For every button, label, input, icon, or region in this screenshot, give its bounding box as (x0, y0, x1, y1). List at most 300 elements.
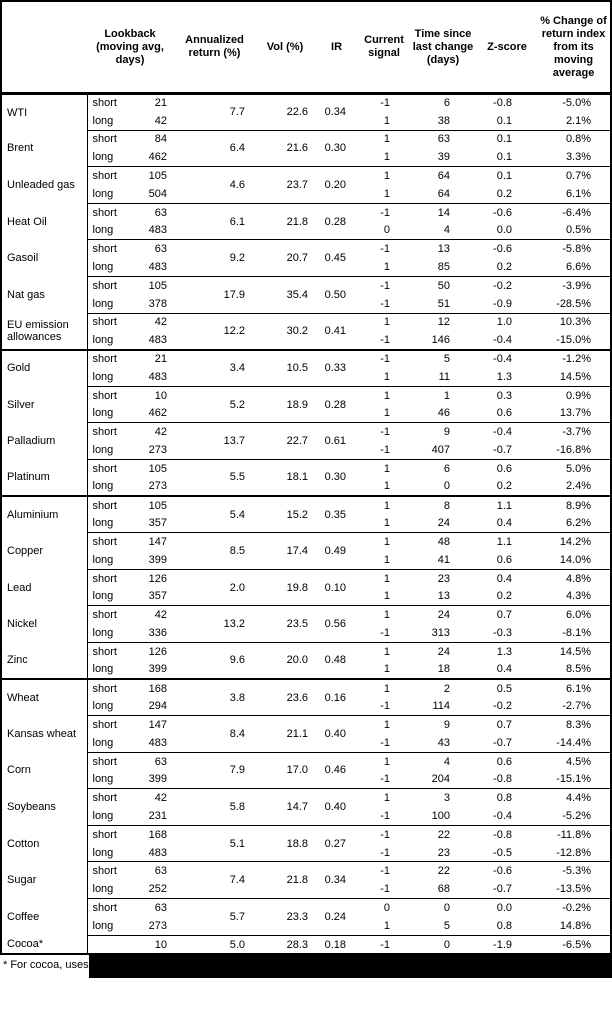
pct-change-value: -15.0% (556, 334, 592, 346)
table-row (1, 825, 611, 843)
commodity-name: Cotton (1, 825, 87, 862)
signal-value: 1 (359, 569, 409, 587)
lookback-value: 483 (148, 736, 168, 749)
lookback-value: 105 (123, 496, 173, 514)
ir-value: 0.46 (314, 752, 359, 789)
vol-value: 22.6 (286, 106, 309, 119)
ir-value: 0.34 (324, 106, 347, 119)
z-score-value: 0.7 (477, 606, 537, 624)
vol-value: 14.7 (256, 789, 314, 826)
z-score-value: 0.2 (496, 261, 513, 274)
lookback-value: 147 (123, 716, 173, 734)
vol-value: 28.3 (256, 935, 314, 953)
position-label: long (92, 736, 114, 749)
vol-value: 19.8 (256, 569, 314, 606)
z-score-value: 0.6 (477, 459, 537, 477)
z-score-value: -0.2 (493, 700, 513, 713)
vol-value: 21.8 (256, 203, 314, 240)
annualized-return-value: 3.4 (173, 350, 256, 387)
time-since-value: 6 (409, 459, 477, 477)
position-label: long (92, 297, 114, 310)
signal-value: -1 (380, 809, 391, 822)
lookback-value: 63 (123, 752, 173, 770)
signal-value: -1 (380, 297, 391, 310)
lookback-value: 273 (148, 480, 168, 493)
table-row (1, 569, 611, 587)
z-score-value: 0.8 (477, 789, 537, 807)
position-label (87, 935, 123, 953)
commodity-name: Unleaded gas (1, 167, 87, 204)
annualized-return-value: 6.4 (173, 130, 256, 167)
signal-value: 1 (359, 642, 409, 660)
pct-change-value: 14.8% (559, 919, 592, 932)
pct-change-value: -11.8% (537, 825, 611, 843)
position-label: short (87, 240, 123, 258)
time-since-value: 41 (437, 553, 451, 566)
pct-change-value: 0.9% (537, 386, 611, 404)
position-label: short (87, 276, 123, 294)
position-label: short (92, 97, 117, 110)
signal-value: -1 (380, 334, 391, 346)
lookback-value: 21 (154, 97, 168, 110)
pct-change-value: 14.5% (559, 370, 592, 383)
vol-value: 21.6 (256, 130, 314, 167)
signal-value: 1 (383, 517, 391, 530)
time-since-value: 0 (443, 480, 451, 493)
signal-value: 1 (383, 553, 391, 566)
position-label: long (92, 407, 114, 420)
position-label: short (87, 752, 123, 770)
annualized-return-value: 5.2 (173, 386, 256, 423)
z-score-value: 0.6 (477, 752, 537, 770)
ir-value: 0.33 (314, 350, 359, 387)
signal-value: 1 (359, 679, 409, 697)
signal-value: -1 (359, 825, 409, 843)
z-score-value: 0.1 (496, 114, 513, 127)
lookback-value: 147 (123, 533, 173, 551)
signal-value: 1 (383, 151, 391, 164)
pct-change-value: -6.5% (537, 935, 611, 953)
lookback-value: 273 (148, 444, 168, 457)
position-label: long (92, 590, 114, 603)
annualized-return-value: 4.6 (173, 167, 256, 204)
z-score-value: 0.1 (496, 151, 513, 164)
z-score-value: 1.3 (477, 642, 537, 660)
footnote-text: * For cocoa, uses (0, 955, 89, 978)
commodity-name: Brent (1, 130, 87, 167)
signal-value: -1 (380, 700, 391, 713)
vol-value: 17.0 (256, 752, 314, 789)
annualized-return-value: 13.2 (173, 606, 256, 643)
z-score-value: 0.2 (496, 590, 513, 603)
ir-value: 0.40 (314, 789, 359, 826)
z-score-value: 0.3 (477, 386, 537, 404)
signal-value: 1 (383, 370, 391, 383)
position-label: short (87, 899, 123, 917)
ir-value: 0.41 (314, 313, 359, 350)
position-label: short (87, 862, 123, 880)
pct-change-value: -8.1% (562, 627, 592, 639)
position-label: long (92, 187, 114, 200)
time-since-value: 64 (437, 187, 451, 200)
lookback-value: 42 (123, 423, 173, 441)
table-row (1, 423, 611, 441)
z-score-value: -0.8 (477, 825, 537, 843)
ir-value: 0.10 (314, 569, 359, 606)
signal-value: -1 (359, 203, 409, 221)
z-score-value: 1.1 (477, 496, 537, 514)
annualized-return-value: 12.2 (173, 313, 256, 350)
signal-value: -1 (359, 862, 409, 880)
position-label: long (92, 846, 114, 859)
commodity-name: Gold (1, 350, 87, 387)
pct-change-value: -28.5% (556, 297, 592, 310)
ir-value: 0.16 (314, 679, 359, 716)
time-since-value: 407 (431, 444, 451, 457)
ir-value: 0.49 (314, 533, 359, 570)
table-row (1, 789, 611, 807)
z-score-value: -0.2 (477, 276, 537, 294)
z-score-value: -0.6 (477, 240, 537, 258)
vol-value: 30.2 (256, 313, 314, 350)
time-since-value: 24 (409, 642, 477, 660)
commodity-name: Platinum (1, 459, 87, 496)
time-since-value: 3 (409, 789, 477, 807)
lookback-value: 42 (123, 313, 173, 331)
signal-value: 1 (359, 386, 409, 404)
table-body (1, 94, 611, 954)
time-since-value: 9 (409, 716, 477, 734)
time-since-value: 43 (437, 736, 451, 749)
lookback-value: 42 (123, 606, 173, 624)
z-score-value: 1.0 (477, 313, 537, 331)
table-row (1, 313, 611, 331)
time-since-value: 39 (437, 151, 451, 164)
table-row (1, 899, 611, 917)
table-row (1, 752, 611, 770)
signal-value: 1 (383, 663, 391, 676)
time-since-value: 50 (409, 276, 477, 294)
pct-change-value: -5.3% (537, 862, 611, 880)
table-header (1, 1, 611, 94)
lookback-value: 21 (123, 350, 173, 368)
z-score-value: -0.9 (493, 297, 513, 310)
lookback-value: 63 (123, 240, 173, 258)
commodity-name: Palladium (1, 423, 87, 460)
pct-change-value: -12.8% (556, 846, 592, 859)
table-row (1, 935, 611, 953)
signal-value: 1 (383, 919, 391, 932)
vol-value: 15.2 (256, 496, 314, 533)
z-score-value: -0.6 (477, 862, 537, 880)
table-row (1, 862, 611, 880)
annualized-return-value: 2.0 (173, 569, 256, 606)
position-label: long (92, 883, 114, 896)
z-score-value: -0.8 (493, 773, 513, 786)
footnote-row (0, 953, 612, 978)
position-label: long (92, 663, 114, 676)
lookback-value: 483 (148, 224, 168, 237)
pct-change-value: 14.0% (559, 553, 592, 566)
position-label: short (87, 313, 123, 331)
lookback-value: 399 (148, 553, 168, 566)
pct-change-value: 14.5% (537, 642, 611, 660)
annualized-return-value: 7.7 (229, 106, 246, 119)
ir-value: 0.30 (314, 130, 359, 167)
table-row (1, 240, 611, 258)
position-label: long (92, 553, 114, 566)
pct-change-value: -14.4% (556, 736, 592, 749)
time-since-value: 24 (409, 606, 477, 624)
pct-change-value: 6.6% (565, 261, 592, 274)
position-label: long (92, 517, 114, 530)
lookback-value: 462 (148, 407, 168, 420)
time-since-value: 64 (409, 167, 477, 185)
col-header-annualized-return: Annualized return (%) (173, 1, 256, 94)
time-since-value: 2 (409, 679, 477, 697)
signal-value: 0 (383, 224, 391, 237)
z-score-value: -1.9 (477, 935, 537, 953)
lookback-value: 378 (148, 297, 168, 310)
annualized-return-value: 5.4 (173, 496, 256, 533)
position-label: short (87, 386, 123, 404)
z-score-value: -0.7 (493, 736, 513, 749)
signal-value: 1 (383, 187, 391, 200)
lookback-value: 357 (148, 590, 168, 603)
z-score-value: 0.7 (477, 716, 537, 734)
time-since-value: 51 (437, 297, 451, 310)
lookback-value: 126 (123, 569, 173, 587)
table-row (1, 642, 611, 660)
time-since-value: 23 (437, 846, 451, 859)
signal-value: 0 (359, 899, 409, 917)
z-score-value: 0.4 (496, 663, 513, 676)
ir-value: 0.50 (314, 276, 359, 313)
time-since-value: 0 (409, 899, 477, 917)
time-since-value: 0 (409, 935, 477, 953)
annualized-return-value: 6.1 (173, 203, 256, 240)
lookback-value: 294 (148, 700, 168, 713)
position-label: long (92, 919, 114, 932)
z-score-value: -0.7 (493, 444, 513, 457)
time-since-value: 14 (409, 203, 477, 221)
table-row (1, 203, 611, 221)
pct-change-value: -0.2% (537, 899, 611, 917)
pct-change-value: 10.3% (537, 313, 611, 331)
col-header-commodity (1, 1, 87, 94)
lookback-value: 504 (148, 187, 168, 200)
commodity-name: Silver (1, 386, 87, 423)
pct-change-value: 4.3% (565, 590, 592, 603)
z-score-value: 0.4 (496, 517, 513, 530)
z-score-value: 0.8 (496, 919, 513, 932)
commodity-name: EU emission allowances (1, 313, 87, 350)
z-score-value: 0.2 (496, 187, 513, 200)
time-since-value: 12 (409, 313, 477, 331)
commodity-name: Lead (1, 569, 87, 606)
vol-value: 23.3 (256, 899, 314, 936)
lookback-value: 399 (148, 663, 168, 676)
table-row (1, 350, 611, 368)
vol-value: 10.5 (256, 350, 314, 387)
commodity-name: Soybeans (1, 789, 87, 826)
pct-change-value: 8.9% (537, 496, 611, 514)
vol-value: 23.6 (256, 679, 314, 716)
time-since-value: 4 (409, 752, 477, 770)
time-since-value: 13 (409, 240, 477, 258)
signal-value: -1 (380, 97, 391, 110)
position-label: short (87, 716, 123, 734)
pct-change-value: -6.4% (537, 203, 611, 221)
signal-value: 1 (359, 167, 409, 185)
commodity-name: Coffee (1, 899, 87, 936)
vol-value: 21.8 (256, 862, 314, 899)
col-header-lookback: Lookback (moving avg, days) (87, 1, 173, 94)
ir-value: 0.45 (314, 240, 359, 277)
commodity-name: Copper (1, 533, 87, 570)
signal-value: -1 (359, 240, 409, 258)
annualized-return-value: 5.5 (173, 459, 256, 496)
ir-value: 0.20 (314, 167, 359, 204)
ir-value: 0.27 (314, 825, 359, 862)
table-row (1, 276, 611, 294)
lookback-value: 357 (148, 517, 168, 530)
ir-value: 0.35 (314, 496, 359, 533)
time-since-value: 204 (431, 773, 451, 786)
pct-change-value: 8.5% (565, 663, 592, 676)
z-score-value: -0.7 (493, 883, 513, 896)
time-since-value: 6 (443, 97, 451, 110)
z-score-value: -0.5 (493, 846, 513, 859)
annualized-return-value: 8.5 (173, 533, 256, 570)
annualized-return-value: 5.7 (173, 899, 256, 936)
z-score-value: 0.6 (496, 553, 513, 566)
table-row (1, 459, 611, 477)
pct-change-value: 8.3% (537, 716, 611, 734)
time-since-value: 85 (437, 261, 451, 274)
lookback-value: 483 (148, 370, 168, 383)
lookback-value: 336 (148, 627, 168, 639)
time-since-value: 9 (409, 423, 477, 441)
position-label: long (92, 334, 114, 346)
vol-value: 18.1 (256, 459, 314, 496)
col-header-z-score: Z-score (477, 1, 537, 94)
signal-value: 1 (359, 313, 409, 331)
signal-value: -1 (380, 444, 391, 457)
lookback-value: 63 (123, 862, 173, 880)
pct-change-value: -3.9% (537, 276, 611, 294)
time-since-value: 68 (437, 883, 451, 896)
lookback-value: 168 (123, 679, 173, 697)
vol-value: 20.7 (256, 240, 314, 277)
table-row (1, 606, 611, 624)
commodity-name: Heat Oil (1, 203, 87, 240)
position-label: short (87, 679, 123, 697)
pct-change-value: 2.4% (565, 480, 592, 493)
signal-value: 1 (383, 407, 391, 420)
time-since-value: 22 (409, 825, 477, 843)
position-label: long (92, 773, 114, 786)
pct-change-value: 6.1% (537, 679, 611, 697)
commodity-name: Sugar (1, 862, 87, 899)
pct-change-value: 6.0% (537, 606, 611, 624)
vol-value: 23.5 (256, 606, 314, 643)
ir-value: 0.40 (314, 716, 359, 753)
lookback-value: 462 (148, 151, 168, 164)
position-label: long (92, 627, 114, 639)
position-label: short (87, 423, 123, 441)
time-since-value: 13 (437, 590, 451, 603)
vol-value: 23.7 (256, 167, 314, 204)
annualized-return-value: 5.0 (173, 935, 256, 953)
pct-change-value: 4.8% (537, 569, 611, 587)
pct-change-value: 0.5% (565, 224, 592, 237)
time-since-value: 48 (409, 533, 477, 551)
annualized-return-value: 9.2 (173, 240, 256, 277)
position-label: short (87, 825, 123, 843)
col-header-time-since: Time since last change (days) (409, 1, 477, 94)
commodity-name: Corn (1, 752, 87, 789)
z-score-value: 1.1 (477, 533, 537, 551)
annualized-return-value: 9.6 (173, 642, 256, 679)
time-since-value: 11 (438, 370, 451, 383)
z-score-value: 0.4 (477, 569, 537, 587)
vol-value: 18.8 (256, 825, 314, 862)
redacted-black-bar (89, 955, 612, 978)
lookback-value: 273 (148, 919, 168, 932)
commodity-name: Zinc (1, 642, 87, 679)
signal-value: 1 (383, 480, 391, 493)
ir-value: 0.28 (314, 203, 359, 240)
signal-value: -1 (359, 423, 409, 441)
position-label: long (92, 809, 114, 822)
annualized-return-value: 8.4 (173, 716, 256, 753)
signal-value: 1 (359, 130, 409, 148)
z-score-value: 0.2 (496, 480, 513, 493)
annualized-return-value: 7.9 (173, 752, 256, 789)
signal-value: -1 (380, 736, 391, 749)
lookback-value: 63 (123, 899, 173, 917)
z-score-value: -0.6 (477, 203, 537, 221)
table-row (1, 679, 611, 697)
position-label: short (87, 203, 123, 221)
lookback-value: 483 (148, 261, 168, 274)
col-header-vol: Vol (%) (256, 1, 314, 94)
pct-change-value: 5.0% (537, 459, 611, 477)
pct-change-value: 14.2% (537, 533, 611, 551)
time-since-value: 313 (431, 627, 451, 639)
vol-value: 18.9 (256, 386, 314, 423)
pct-change-value: -5.2% (562, 809, 592, 822)
z-score-value: 0.6 (496, 407, 513, 420)
lookback-value: 42 (123, 789, 173, 807)
time-since-value: 23 (409, 569, 477, 587)
z-score-value: -0.8 (493, 97, 513, 110)
annualized-return-value: 5.1 (173, 825, 256, 862)
pct-change-value: 0.7% (537, 167, 611, 185)
lookback-value: 10 (123, 386, 173, 404)
lookback-value: 399 (148, 773, 168, 786)
time-since-value: 4 (443, 224, 451, 237)
ir-value: 0.18 (314, 935, 359, 953)
signal-value: 1 (383, 590, 391, 603)
pct-change-value: -16.8% (556, 444, 592, 457)
pct-change-value: 4.4% (537, 789, 611, 807)
commodity-name: Nat gas (1, 276, 87, 313)
position-label: long (92, 261, 114, 274)
signal-value: 1 (383, 114, 391, 127)
signal-value: -1 (359, 935, 409, 953)
